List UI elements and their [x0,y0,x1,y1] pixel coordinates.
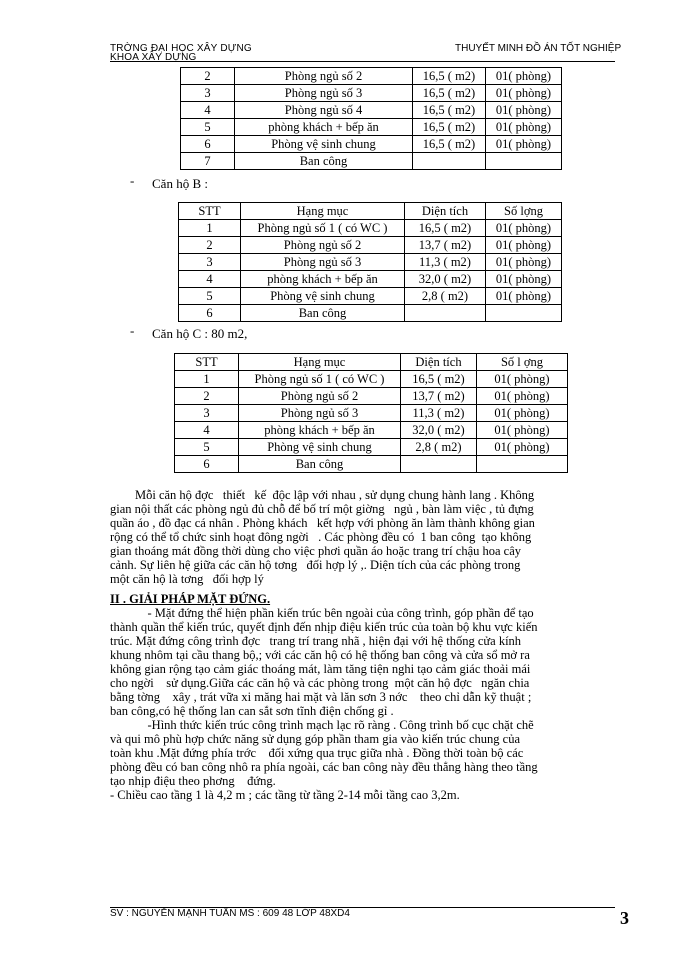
table-cell: 01( phòng) [486,220,562,237]
table-cell: 01( phòng) [477,439,568,456]
table-cell: Diện tích [401,354,477,371]
text-line: khung nhôm tại cầu thang bộ,; với các căn hộ có hệ thống ban công và cửa sổ mở ra [110,648,530,662]
table-row [175,456,568,473]
page-number: 3 [620,908,629,928]
table-cell: 5 [175,439,239,456]
table-cell: 16,5 ( m2) [413,119,486,136]
table-row [179,271,562,288]
header-university: TRỜNG ĐẠI HỌC XÂY DỰNG [110,43,252,54]
table-cell: 3 [179,254,241,271]
table-row [181,102,562,119]
text-line: thành quần thể kiến trúc, quyết định đến nhịp điệu kiến trúc của toàn bộ khu vực kiến [110,620,538,634]
table-cell: Số l ợng [477,354,568,371]
table-cell [405,305,486,322]
text-line: gian nội thất các phòng ngủ đủ chỗ để bố trí một giờng ngủ , bàn làm việc , tủ đựng [110,502,534,516]
table-cell: 2 [181,68,235,85]
table-row [179,237,562,254]
table-cell: Phòng ngủ số 3 [235,85,413,102]
table-cell: 2 [179,237,241,254]
table-cell: 01( phòng) [486,85,562,102]
text-line: rộng có thể tổ chức sinh hoạt đông ngời . Các phòng đều có 1 ban công tạo không [110,530,532,544]
table-cell: 7 [181,153,235,170]
table-cell: 16,5 ( m2) [405,220,486,237]
table-cell: 6 [179,305,241,322]
footer-student-info: SV : NGUYỄN MẠNH TUẤN MS : 609 48 LỚP 48XD4 [110,908,350,919]
table-cell: 01( phòng) [486,119,562,136]
header-divider [110,61,615,62]
bullet-dash: - [130,173,135,188]
table-cell: 16,5 ( m2) [413,85,486,102]
apartment-b-table [178,202,562,322]
table-row [181,68,562,85]
table-cell: 6 [175,456,239,473]
table-cell: Diện tích [405,203,486,220]
table-cell: 01( phòng) [477,371,568,388]
text-line: bằng tờng xây , trát vữa xi măng hai mặt và lăn sơn 3 nớc theo chỉ dẫn kỹ thuật ; [110,690,532,704]
table-cell: 2 [175,388,239,405]
text-line: Mỗi căn hộ đợc thiết kế độc lập với nhau , sử dụng chung hành lang . Không [110,488,535,502]
text-line: -Hình thức kiến trúc công trình mạch lạc rõ ràng . Công trình bố cục chặt chẽ [110,718,534,732]
table-cell: 5 [181,119,235,136]
table-cell: Phòng ngủ số 3 [241,254,405,271]
table-cell: 01( phòng) [486,237,562,254]
table-cell: 01( phòng) [486,254,562,271]
table-cell: 1 [179,220,241,237]
table-row [181,153,562,170]
table-cell [486,153,562,170]
apartment-c-title: Căn hộ C : 80 m2, [152,326,248,341]
table-cell: 01( phòng) [477,388,568,405]
table-cell: 16,5 ( m2) [413,102,486,119]
table-cell: 32,0 ( m2) [401,422,477,439]
table-cell: 11,3 ( m2) [405,254,486,271]
table-cell [486,305,562,322]
table-cell: 5 [179,288,241,305]
text-line: quần áo , đồ đạc cá nhân . Phòng khách kết hợp với phòng ăn làm thành không gian [110,516,535,530]
table-cell: 1 [175,371,239,388]
table-cell: Phòng ngủ số 4 [235,102,413,119]
text-line: cho ngời sử dụng.Giữa các căn hộ và các phòng trong một căn hộ đợc ngăn chia [110,676,530,690]
table-cell: STT [179,203,241,220]
table-row [179,254,562,271]
table-row [181,119,562,136]
table-cell: Ban công [235,153,413,170]
table-cell: Phòng ngủ số 1 ( có WC ) [239,371,401,388]
table-cell: 16,5 ( m2) [413,68,486,85]
table-cell: Phòng ngủ số 1 ( có WC ) [241,220,405,237]
section-heading: II . GIẢI PHÁP MẶT ĐỨNG. [110,592,271,606]
header-faculty: KHOA XÂY DỰNG [110,52,197,63]
table-header-row [179,203,562,220]
table-cell: Hạng mục [239,354,401,371]
table-cell: Ban công [241,305,405,322]
header-school [110,44,252,62]
table-cell: 16,5 ( m2) [401,371,477,388]
header-document-title: THUYẾT MINH ĐỒ ÁN TỐT NGHIỆP [455,43,622,54]
table-cell [477,456,568,473]
table-row [175,388,568,405]
text-line: gian thoáng mát đồng thời dùng cho việc phơi quần áo hoặc trang trí chậu hoa cây [110,544,522,558]
text-line: cảnh. Sự liên hệ giữa các căn hộ tơng đối hợp lý ,. Diện tích của các phòng trong [110,558,521,572]
table-cell: 4 [181,102,235,119]
apartment-b-title: Căn hộ B : [152,176,208,191]
table-row [175,405,568,422]
table-cell [401,456,477,473]
text-line: - Mặt đứng thể hiện phần kiến trúc bên ngoài của công trình, góp phần để tạo [110,606,534,620]
table-cell [413,153,486,170]
bullet-dash: - [130,323,135,338]
table-cell: 2,8 ( m2) [405,288,486,305]
text-line: trúc. Mặt đứng công trình đợc trang trí trang nhã , hiện đại với hệ thống cửa kính [110,634,522,648]
table-cell: Phòng ngủ số 3 [239,405,401,422]
table-row [175,439,568,456]
table-cell: 3 [175,405,239,422]
text-line: ban công,có hệ thống lan can sắt sơn tĩnh điện chống gỉ . [110,704,394,718]
text-line: không gian rộng tạo cảm giác thoáng mát, làm tăng tiện nghi tạo cảm giác thoải mái [110,662,531,676]
table-cell: 01( phòng) [477,405,568,422]
facade-description-paragraph [110,606,620,802]
table-cell: Phòng ngủ số 2 [235,68,413,85]
text-line: toàn khu .Mặt đứng phía trớc đối xứng qua trục giữa nhà . Đồng thời toàn bộ các [110,746,524,760]
table-row [179,220,562,237]
table-header-row [175,354,568,371]
table-cell: 2,8 ( m2) [401,439,477,456]
table-cell: 01( phòng) [486,136,562,153]
table-cell: Phòng vệ sinh chung [239,439,401,456]
table-cell: phòng khách + bếp ăn [239,422,401,439]
text-line: và qui mô phù hợp chức năng sử dụng góp phần tham gia vào kiến trúc chung của [110,732,520,746]
text-line: phòng đều có ban công nhô ra phía ngoài, các ban công này đều thẳng hàng theo tầng [110,760,538,774]
table-row [175,371,568,388]
table-row [179,288,562,305]
text-line: một căn hộ là tơng đối hợp lý [110,572,264,586]
table-row [181,136,562,153]
table-cell: 32,0 ( m2) [405,271,486,288]
table-cell: 6 [181,136,235,153]
table-cell: 01( phòng) [486,271,562,288]
table-cell: 01( phòng) [486,102,562,119]
table-cell: phòng khách + bếp ăn [241,271,405,288]
text-line: tạo nhịp điệu theo phơng đứng. [110,774,276,788]
table-cell: 4 [175,422,239,439]
table-cell: Phòng ngủ số 2 [241,237,405,254]
table-cell: 4 [179,271,241,288]
apartment-a-table [180,67,562,170]
text-line: - Chiều cao tầng 1 là 4,2 m ; các tầng từ tầng 2-14 mỗi tầng cao 3,2m. [110,788,460,802]
apartment-description-paragraph [110,488,620,586]
apartment-c-table [174,353,568,473]
table-row [175,422,568,439]
table-cell: 01( phòng) [486,68,562,85]
table-cell: Phòng ngủ số 2 [239,388,401,405]
table-cell: Hạng mục [241,203,405,220]
table-cell: 13,7 ( m2) [405,237,486,254]
table-row [179,305,562,322]
table-cell: 16,5 ( m2) [413,136,486,153]
table-cell: 01( phòng) [477,422,568,439]
table-cell: STT [175,354,239,371]
table-cell: 11,3 ( m2) [401,405,477,422]
table-cell: 3 [181,85,235,102]
table-cell: Ban công [239,456,401,473]
table-cell: Số lợng [486,203,562,220]
table-cell: 01( phòng) [486,288,562,305]
table-cell: Phòng vệ sinh chung [241,288,405,305]
table-row [181,85,562,102]
table-cell: phòng khách + bếp ăn [235,119,413,136]
table-cell: 13,7 ( m2) [401,388,477,405]
table-cell: Phòng vệ sinh chung [235,136,413,153]
